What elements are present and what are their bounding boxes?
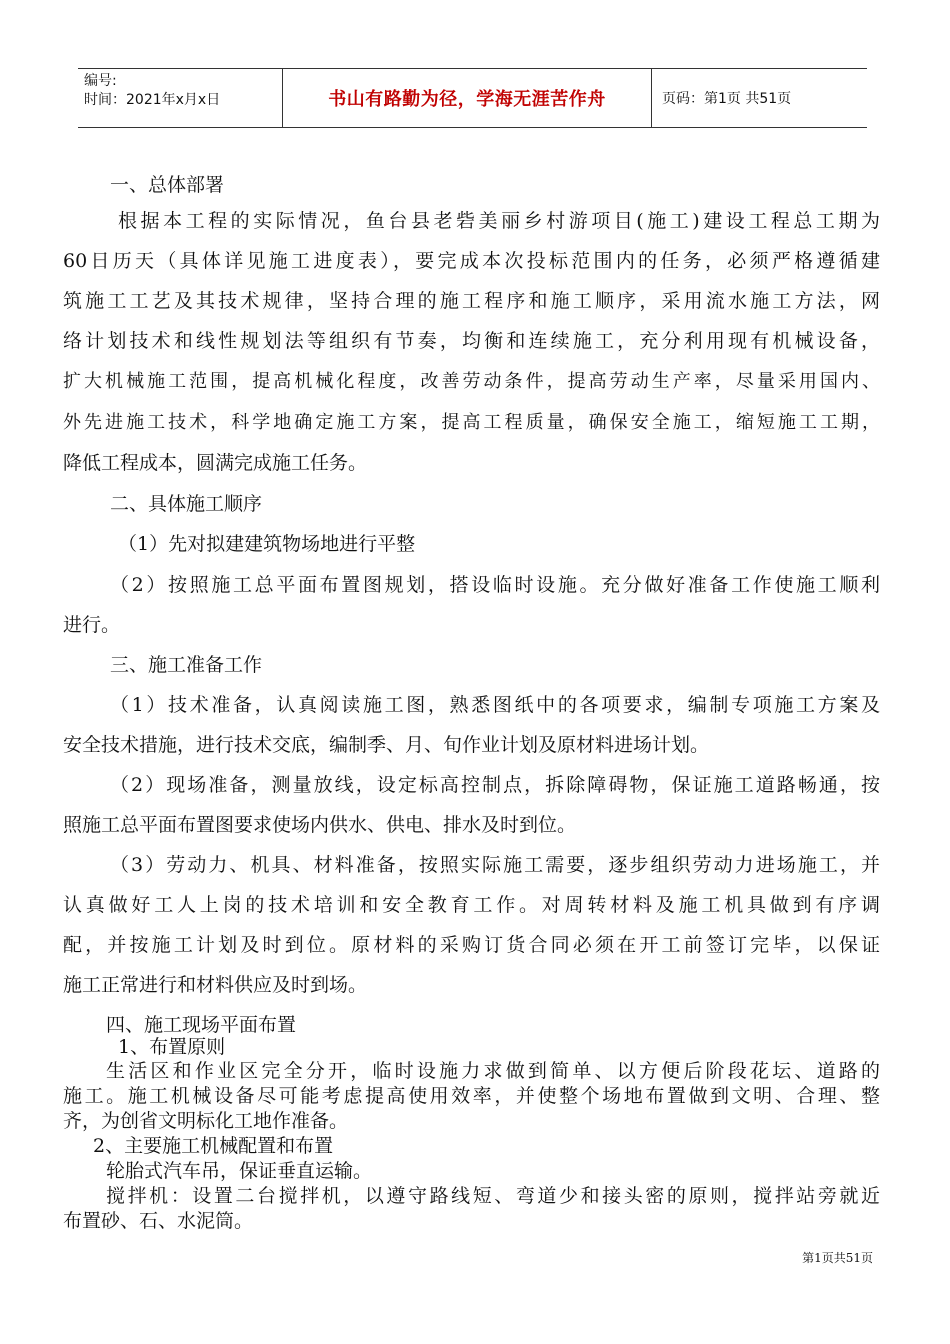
section-heading-1: 一、总体部署 [110,174,225,196]
paragraph-line: 进行。 [63,614,121,636]
header-meta [78,69,283,127]
paragraph-line: 络计划技术和线性规划法等组织有节奏，均衡和连续施工，充分利用现有机械设备， [63,330,880,352]
paragraph-line: （2）现场准备，测量放线，设定标高控制点，拆除障碍物，保证施工道路畅通，按 [110,774,880,796]
paragraph-line: （3）劳动力、机具、材料准备，按照实际施工需要，逐步组织劳动力进场施工，并 [110,854,880,876]
paragraph-line: （1）技术准备，认真阅读施工图，熟悉图纸中的各项要求，编制专项施工方案及 [110,694,880,716]
paragraph-line: 外先进施工技术，科学地确定施工方案，提高工程质量，确保安全施工，缩短施工工期， [63,412,880,433]
document-header [78,68,867,128]
time-label: 时间：2021年x月x日 [84,92,221,108]
paragraph-line: 齐，为创省文明标化工地作准备。 [63,1110,349,1132]
subsection-heading: 2、主要施工机械配置和布置 [93,1135,334,1157]
paragraph-line: 布置砂、石、水泥筒。 [63,1210,254,1232]
page-footer: 第1页共51页 [802,1251,873,1265]
paragraph-line: 照施工总平面布置图要求使场内供水、供电、排水及时到位。 [63,814,577,836]
subsection-heading: 1、布置原则 [118,1036,226,1058]
header-motto-cell [283,69,652,127]
page-info-text: 页码：第1页 共51页 [662,91,792,107]
paragraph-line: 安全技术措施，进行技术交底，编制季、月、旬作业计划及原材料进场计划。 [63,734,710,756]
paragraph-line: 配，并按施工计划及时到位。原材料的采购订货合同必须在开工前签订完毕，以保证 [63,934,880,956]
motto-text: 书山有路勤为径，学海无涯苦作舟 [328,89,606,110]
paragraph-line: 扩大机械施工范围，提高机械化程度，改善劳动条件，提高劳动生产率，尽量采用国内、 [63,371,880,392]
paragraph-line: （1）先对拟建建筑物场地进行平整 [118,533,416,555]
paragraph-line: 降低工程成本，圆满完成施工任务。 [63,452,368,474]
section-heading-2: 二、具体施工顺序 [110,493,263,515]
paragraph-line: 认真做好工人上岗的技术培训和安全教育工作。对周转材料及施工机具做到有序调 [63,894,880,916]
paragraph-line: 轮胎式汽车吊，保证垂直运输。 [106,1160,373,1182]
section-heading-3: 三、施工准备工作 [110,654,263,676]
paragraph-line: 根据本工程的实际情况，鱼台县老砦美丽乡村游项目(施工)建设工程总工期为 [118,210,880,232]
header-page-info [652,69,867,127]
paragraph-line: 搅拌机：设置二台搅拌机，以遵守路线短、弯道少和接头密的原则，搅拌站旁就近 [106,1185,880,1207]
paragraph-line: 生活区和作业区完全分开，临时设施力求做到简单、以方便后阶段花坛、道路的 [106,1060,880,1082]
paragraph-line: 筑施工工艺及其技术规律，坚持合理的施工程序和施工顺序，采用流水施工方法，网 [63,290,880,312]
paragraph-line: 施工。施工机械设备尽可能考虑提高使用效率，并使整个场地布置做到文明、合理、整 [63,1085,880,1107]
paragraph-line: 60日历天（具体详见施工进度表），要完成本次投标范围内的任务，必须严格遵循建 [63,250,880,272]
paragraph-line: 施工正常进行和材料供应及时到场。 [63,974,368,996]
paragraph-line: （2）按照施工总平面布置图规划，搭设临时设施。充分做好准备工作使施工顺利 [110,574,880,596]
number-label: 编号: [84,73,117,89]
section-heading-4: 四、施工现场平面布置 [106,1014,297,1036]
